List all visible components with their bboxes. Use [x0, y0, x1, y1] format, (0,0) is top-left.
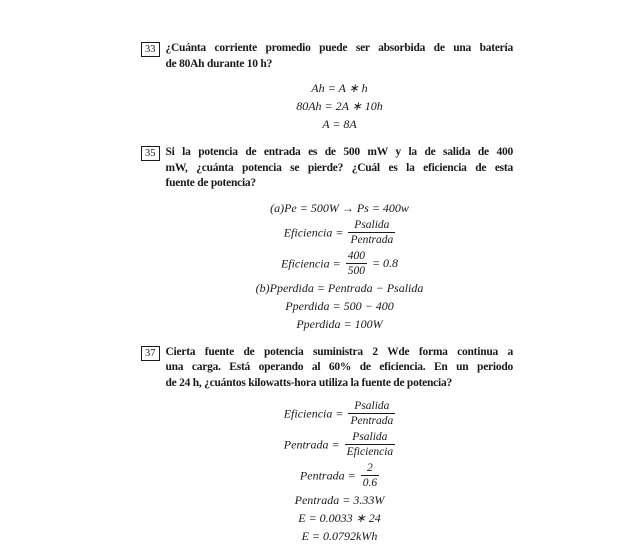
equation: E = 0.0033 ∗ 24 — [298, 511, 381, 525]
problem-number-box: 33 — [141, 42, 160, 57]
problem-statement — [166, 145, 514, 192]
equation: Pperdida = 500 − 400 — [285, 298, 394, 313]
equation — [166, 251, 513, 278]
equation-lhs: Pentrada = — [299, 468, 356, 483]
fraction — [346, 250, 367, 277]
problem-37-header — [141, 345, 513, 392]
statement-line: ¿Cuánta corriente promedio puede ser absorbida de una batería — [165, 42, 513, 54]
fraction — [348, 400, 395, 427]
fraction-numerator: 2 — [367, 462, 373, 474]
statement-line: fuente de potencia? — [165, 177, 256, 189]
equation: Pentrada = 3.33W — [294, 493, 385, 507]
equation-lhs: Pentrada = — [283, 437, 340, 452]
equation: (b)Pperdida = Pentrada − Psalida — [255, 280, 424, 295]
equation — [166, 432, 513, 459]
fraction-numerator: 400 — [347, 249, 365, 262]
fraction-numerator: Psalida — [352, 431, 388, 443]
fraction-numerator: Psalida — [354, 218, 390, 231]
fraction — [348, 219, 395, 246]
problem-statement — [166, 345, 514, 392]
problem-33-header — [141, 41, 513, 72]
statement-line: Cierta fuente de potencia suministra 2 Wde forma continua a — [165, 345, 513, 358]
problem-35-header — [141, 145, 513, 192]
equation-rhs: = 0.8 — [371, 255, 399, 270]
equation-lhs: Eficiencia = — [280, 255, 341, 270]
statement-line: de 80Ah durante 10 h? — [165, 57, 273, 70]
fraction-denominator: 0.6 — [362, 477, 378, 489]
problem-33-equations — [166, 82, 513, 131]
equation — [166, 463, 513, 490]
equation: (a)Pe = 500W → Ps = 400w — [270, 200, 409, 215]
statement-line: una carga. Está operando al 60% de eficiencia. En un periodo — [165, 361, 513, 373]
fraction-numerator: Psalida — [354, 400, 390, 412]
problem-37 — [141, 345, 513, 544]
problem-37-equations — [166, 401, 513, 543]
equation-lhs: Eficiencia = — [283, 224, 344, 239]
equation — [166, 220, 513, 247]
fraction-denominator: Eficiencia — [346, 446, 394, 458]
fraction-denominator: 500 — [347, 264, 365, 277]
problem-number-box: 37 — [141, 346, 160, 361]
statement-line: Si la potencia de entrada es de 500 mW y la de salida de 400 — [165, 146, 513, 158]
fraction — [361, 462, 379, 489]
problem-statement — [166, 41, 514, 72]
equation: A = 8A — [322, 117, 357, 131]
fraction-denominator: Pentrada — [350, 415, 394, 427]
equation-lhs: Eficiencia = — [283, 406, 344, 421]
equation: 80Ah = 2A ∗ 10h — [296, 99, 383, 113]
problem-35 — [141, 145, 513, 331]
equation: Pperdida = 100W — [296, 316, 383, 331]
statement-line: mW, ¿cuánta potencia se pierde? ¿Cuál es la eficiencia de esta — [165, 161, 513, 174]
page-content — [141, 41, 513, 549]
fraction-denominator: Pentrada — [350, 233, 394, 246]
statement-line: de 24 h, ¿cuántos kilowatts-hora utiliza la fuente de potencia? — [165, 376, 452, 389]
problem-35-equations — [166, 202, 513, 331]
fraction — [345, 431, 396, 458]
equation: Ah = A ∗ h — [311, 81, 368, 95]
problem-33 — [141, 41, 513, 131]
equation — [166, 401, 513, 428]
problem-number-box: 35 — [141, 146, 160, 161]
equation: E = 0.0792kWh — [301, 529, 378, 543]
